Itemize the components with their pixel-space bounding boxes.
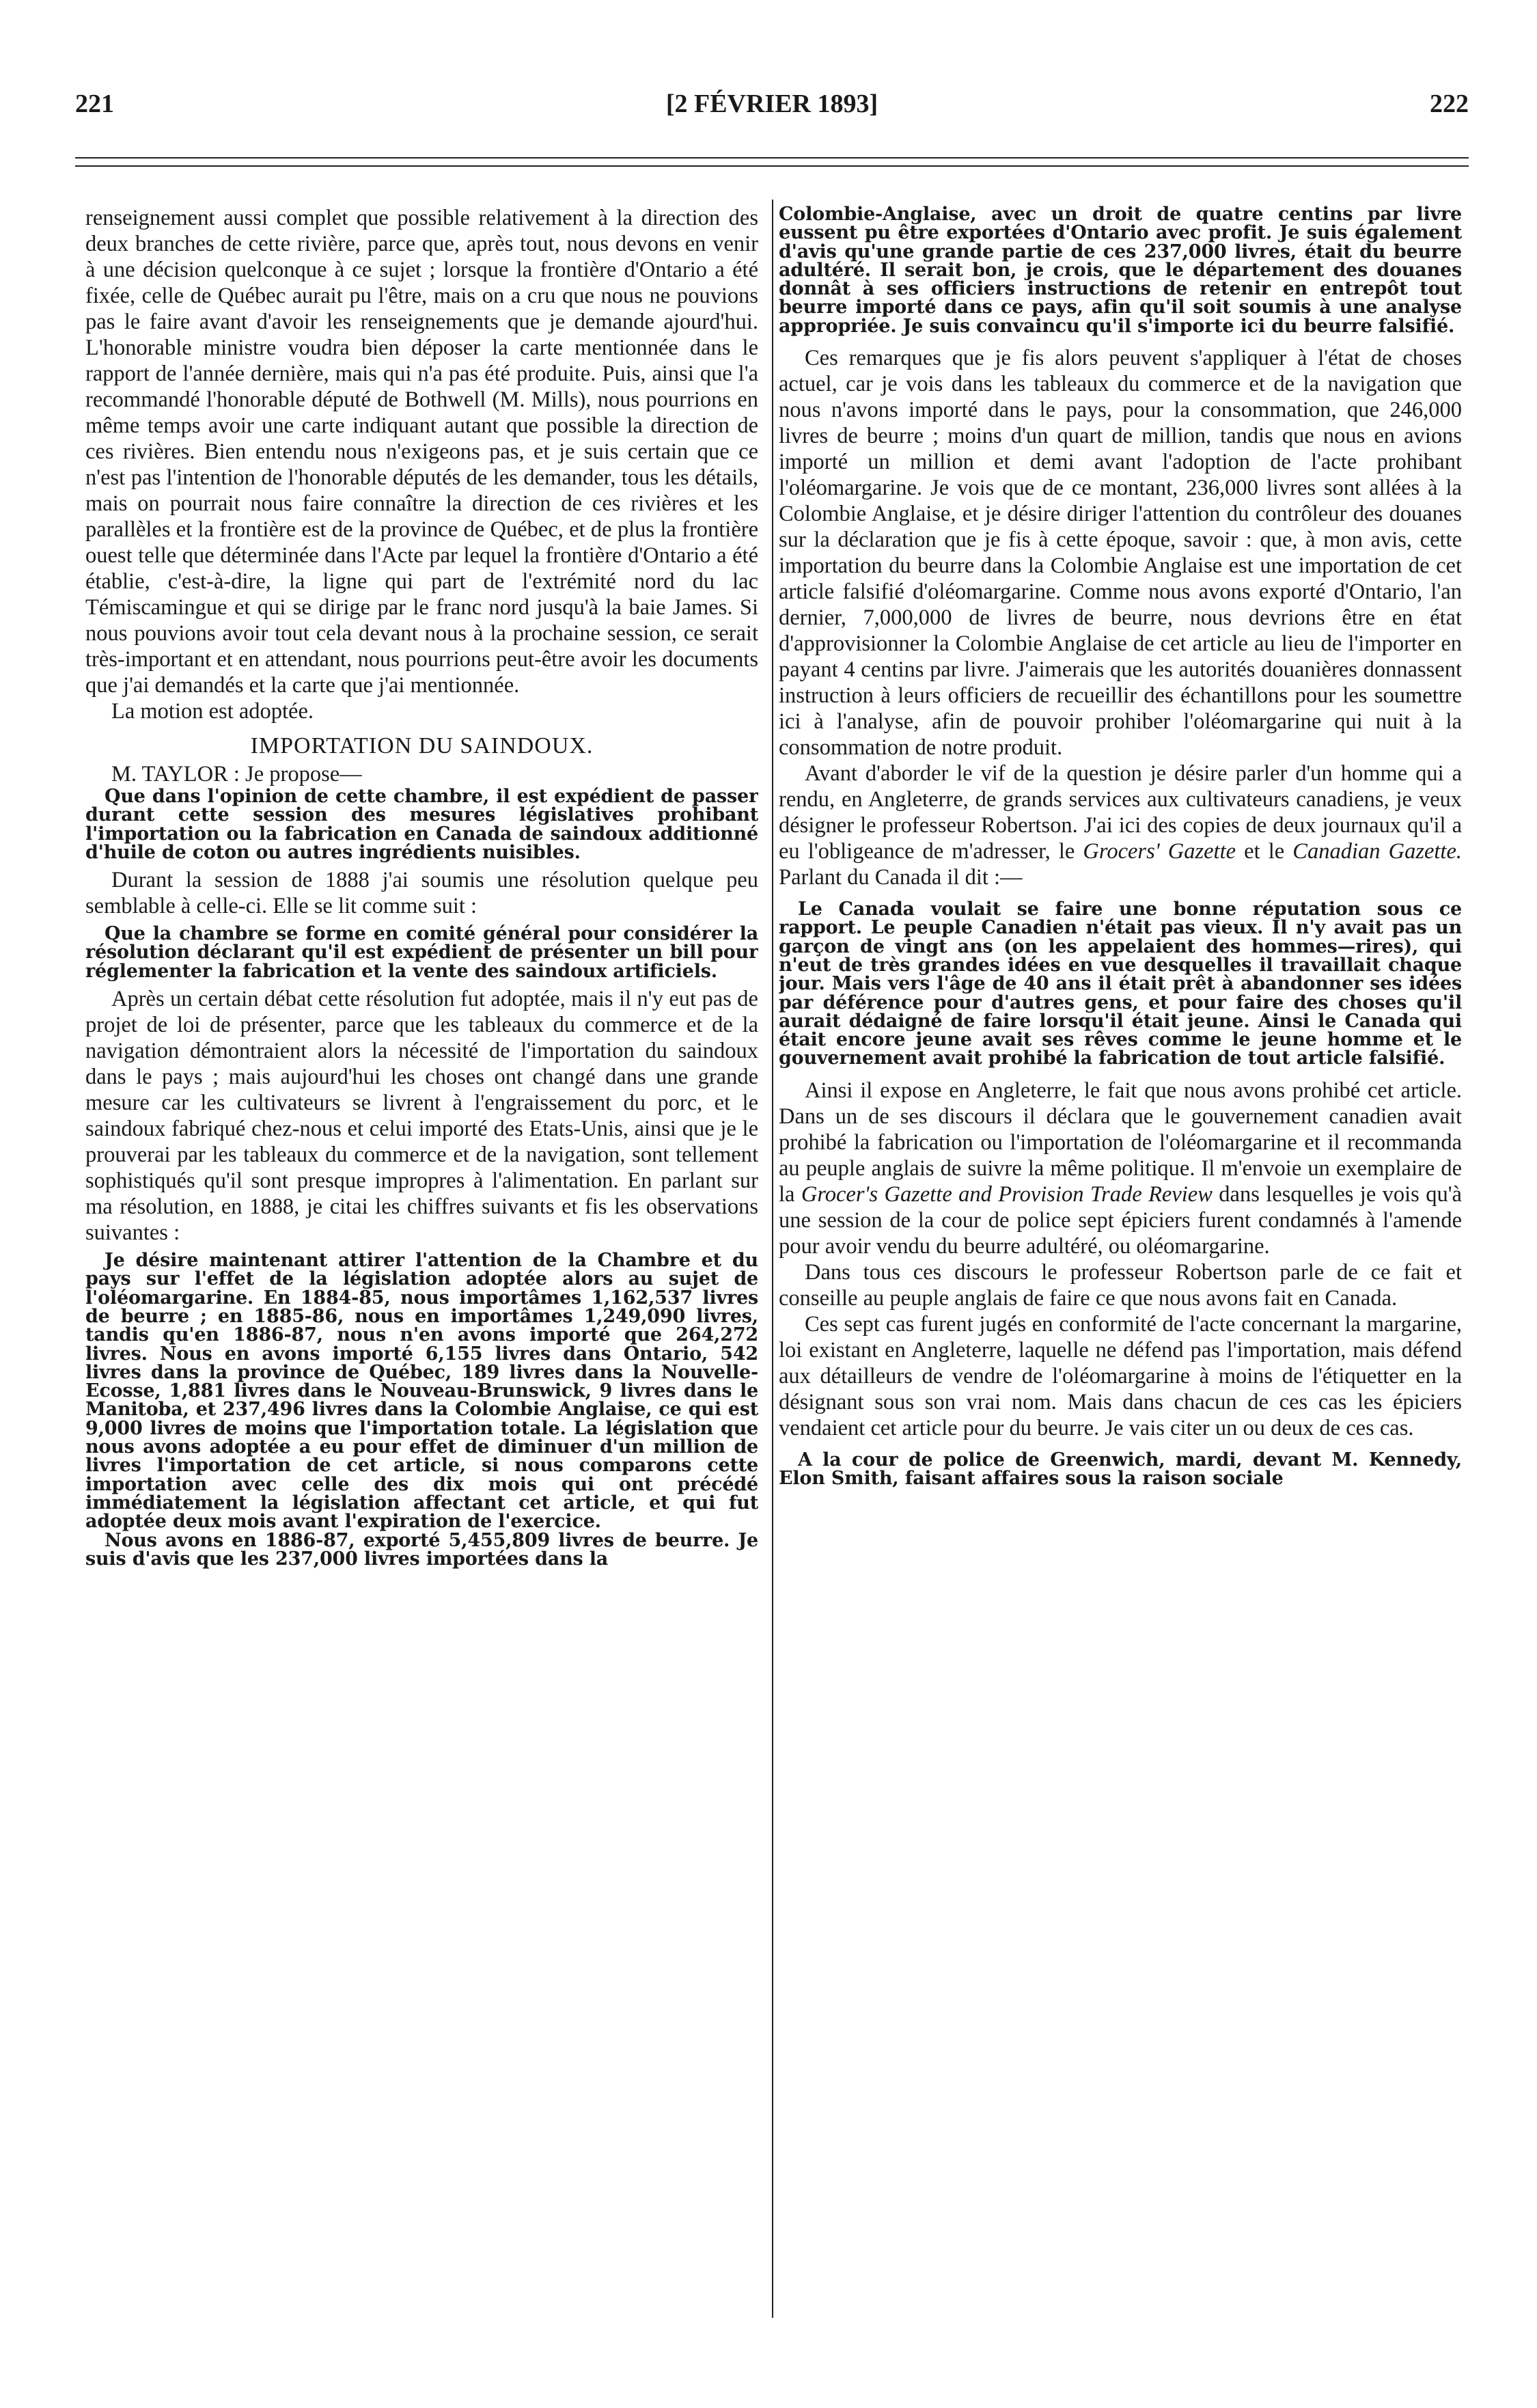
paragraph: renseignement aussi complet que possible relativement à la direction des deux branches de cette rivière, parce que, après tout, nous devons en venir à une décision quelconque à ce sujet ; lorsque la frontière d'Ontario a été fixée, celle de Québec aurait pu l'être, mais on a cru que nous ne pouvions pas le faire avant d'avoir les renseignements que je demande ajourd'hui. L'honorable ministre voudra bien déposer la carte mentionnée dans le rapport de l'année dernière, mais qui n'a pas été produite. Puis, ainsi que l'a recommandé l'honorable député de Bothwell (M. Mills), nous pourrions en même temps avoir une carte indiquant autant que possible la direction de ces rivières. Bien entendu nous n'exigeons pas, et je suis certain que ce n'est pas l'intention de l'honorable députés de les demander, tous les détails, mais on pourrait nous faire connaître la direction de ces rivières et les parallèles et la frontière est de la province de Québec, et de plus la frontière ouest telle que déterminée dans l'Acte par lequel la frontière d'Ontario a été établie, c'est-à-dire, la ligne qui part de l'extrémité nord du lac Témiscamingue et qui se dirige par le franc nord jusqu'à la baie James. Si nous pouvions avoir tout cela devant nous à la prochaine session, ce serait très-important et en attendant, nous pourrions peut-être avoir les documents que j'ai demandés et la carte que j'ai mentionnée. (85, 206, 758, 698)
quoted-speech: Colombie-Anglaise, avec un droit de quatre centins par livre eussent pu être exportées d'Ontario avec profit. Je suis également d'avis qu'une grande partie de ces 237,000 livres, était du beurre adultéré. Il serait bon, je crois, que le département des douanes donnât à ses officiers instructions de retenir en entrepôt tout beurre importé dans ce pays, afin qu'il soit soumis à une analyse appropriée. Je suis convaincu qu'il s'importe ici du beurre falsifié. (779, 205, 1462, 337)
paragraph: Ainsi il expose en Angleterre, le fait que nous avons prohibé cet article. Dans un de ses discours il déclara que le gouvernement canadien avait prohibé la fabrication ou l'importation de l'oléomargarine et il recommanda au peuple anglais de suivre la même politique. Il m'envoie un exemplaire de la Grocer's Gazette and Provision Trade Review dans lesquelles je vois qu'à une session de la cour de police sept épiciers furent condamnés à l'amende pour avoir vendu du beurre adultéré, ou oléomargarine. (779, 1078, 1462, 1259)
quoted-resolution: Que la chambre se forme en comité général pour considérer la résolution déclarant qu'il est expédient de présenter un bill pour réglementer la fabrication et la vente des saindoux artificiels. (85, 923, 758, 982)
paragraph: Dans tous ces discours le professeur Robertson parle de ce fait et conseille au peuple anglais de faire ce que nous avons fait en Canada. (779, 1259, 1462, 1311)
publication-title: Grocers' Gazette (1083, 839, 1236, 864)
section-title: IMPORTATION DU SAINDOUX. (250, 733, 594, 758)
paragraph: Ces remarques que je fis alors peuvent s'appliquer à l'état de choses actuel, car je vois dans les tableaux du commerce et de la navigation que nous n'avons importé dans le pays, pour la consommation, que 246,000 livres de beurre ; moins d'un quart de million, tandis que nous en avions importé un million et demi avant l'adoption de l'acte prohibant l'oléomargarine. Je vois que de ce montant, 236,000 livres sont allées à la Colombie Anglaise, et je désire diriger l'attention du contrôleur des douanes sur la déclaration que je fis à cette époque, savoir : que, à mon avis, cette importation du beurre dans la Colombie Anglaise est une importation de cet article falsifié d'oléomargarine. Comme nous avons exporté d'Ontario, l'an dernier, 7,000,000 de livres de beurre, nous devrions être en état d'approvisionner la Colombie Anglaise de cet article au lieu de l'importer en payant 4 centins par livre. J'aimerais que les autorités douanières donnassent instruction à leurs officiers de recueillir des échantillons pour les soumettre ici à l'analyse, afin de pouvoir prohiber l'oléomargarine qui nuit à la consommation de notre produit. (779, 346, 1462, 761)
right-column (779, 205, 1462, 2310)
left-column (85, 205, 758, 2310)
quoted-article: Le Canada voulait se faire une bonne réputation sous ce rapport. Le peuple Canadien n'était pas vieux. Il n'y avait pas un garçon de vingt ans (on les appelaient des hommes—rires), qui n'eut de très grandes idées en vue desquelles il travaillait chaque jour. Mais vers l'âge de 40 ans il était prêt à abandonner ses idées par déférence pour d'autres gens, et pour faire des choses qu'il aurait dédaigné de faire lorsqu'il était jeune. Ainsi le Canada qui était encore jeune avait ses rêves comme le jeune homme et le gouvernement avait prohibé la fabrication de tout article falsifié. (779, 899, 1462, 1069)
column-divider (772, 200, 773, 2318)
paragraph: M. TAYLOR : Je propose— (111, 762, 362, 786)
paragraph: Après un certain débat cette résolution fut adoptée, mais il n'y eut pas de projet de loi de présenter, parce que les tableaux du commerce et de la navigation démontraient alors la nécessité de l'importation du saindoux dans le pays ; mais aujourd'hui les choses ont changé dans une grande mesure car les cultivateurs se livrent à l'engraissement du porc, et le saindoux fabriqué chez-nous et celui importé des Etats-Unis, ainsi que je le prouverai par les tableaux du commerce et de la navigation, sont tellement sophistiqués qu'il sont presque impropres à l'alimentation. En parlant sur ma résolution, en 1888, je citai les chiffres suivants et fis les observations suivantes : (85, 987, 758, 1246)
page-number-left: 221 (75, 90, 114, 118)
quoted-article: A la cour de police de Greenwich, mardi, devant M. Kennedy, Elon Smith, faisant affaires sous la raison sociale (779, 1449, 1462, 1490)
publication-title: Grocer's Gazette and Provision Trade Review (801, 1181, 1213, 1207)
publication-title: Canadian Gazette. (1292, 839, 1462, 864)
paragraph: Ces sept cas furent jugés en conformité de l'acte concernant la margarine, loi existant en Angleterre, laquelle ne défend pas l'importation, mais défend aux détailleurs de vendre de l'oléomargarine à moins de l'étiquetter en la désignant sous son vrai nom. Mais dans chacun de ces cas les épiciers vendaient cet article pour du beurre. Je vais citer un ou deux de ces cas. (779, 1311, 1462, 1440)
quoted-speech: Nous avons en 1886-87, exporté 5,455,809 livres de beurre. Je suis d'avis que les 237,000 livres importées dans la (85, 1529, 758, 1570)
paragraph: Durant la session de 1888 j'ai soumis une résolution quelque peu semblable à celle-ci. Elle se lit comme suit : (85, 868, 758, 919)
quoted-motion: Que dans l'opinion de cette chambre, il est expédient de passer durant cette session des mesures législatives prohibant l'importation ou la fabrication en Canada de saindoux additionné d'huile de coton ou autres ingrédients nuisibles. (85, 786, 758, 863)
paragraph: La motion est adoptée. (111, 699, 314, 724)
paragraph: Avant d'aborder le vif de la question je désire parler d'un homme qui a rendu, en Angleterre, de grands services aux cultivateurs canadiens, je veux désigner le professeur Robertson. J'ai ici des copies de deux journaux qu'il a eu l'obligeance de m'adresser, le Grocers' Gazette et le Canadian Gazette. Parlant du Canada il dit :— (779, 761, 1462, 890)
header-rule-top (75, 157, 1469, 159)
header-rule-bottom (75, 165, 1469, 167)
page-number-right: 222 (1430, 90, 1469, 118)
quoted-speech: Je désire maintenant attirer l'attention de la Chambre et du pays sur l'effet de la législation adoptée alors au sujet de l'oléomargarine. En 1884-85, nous importâmes 1,162,537 livres de beurre ; en 1885-86, nous en importâmes 1,249,090 livres, tandis qu'en 1886-87, nous n'en avons importé que 264,272 livres. Nous en avons importé 6,155 livres dans Ontario, 542 livres dans la province de Québec, 189 livres dans la Nouvelle-Ecosse, 1,881 livres dans le Nouveau-Brunswick, 9 livres dans le Manitoba, et 237,496 livres dans la Colombie Anglaise, ce qui est 9,000 livres de moins que l'importation totale. La législation que nous avons adoptée a eu pour effet de diminuer d'un million de livres l'importation de cet article, si nous comparons cette importation avec celle des dix mois qui ont précédé immédiatement la législation affectant cet article, et qui fut adoptée deux mois avant l'expiration de l'exercice. (85, 1250, 758, 1533)
page-header (75, 89, 1469, 130)
page-date: [2 FÉVRIER 1893] (665, 90, 878, 118)
